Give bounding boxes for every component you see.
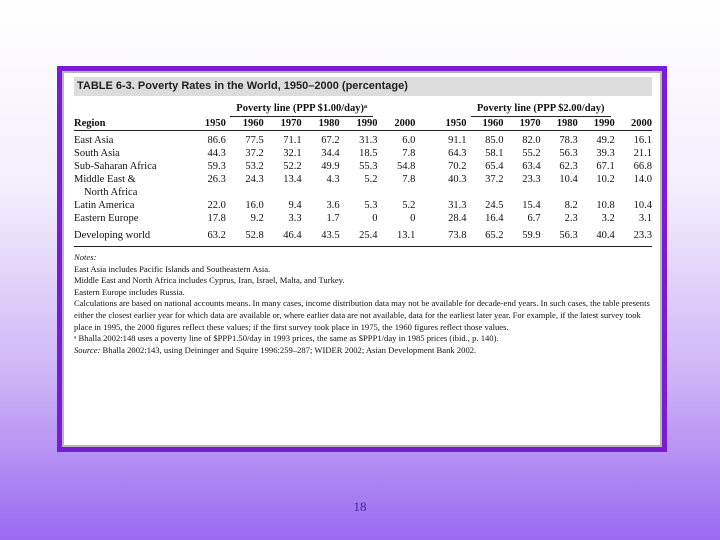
value-cell: 55.3 xyxy=(359,161,378,172)
value-cell: 58.1 xyxy=(485,148,504,159)
value-cell: 5.2 xyxy=(402,200,416,211)
value-cell: 49.9 xyxy=(321,161,340,172)
value-cell: 8.2 xyxy=(564,200,578,211)
year-header: 1960 xyxy=(226,117,264,131)
region-cell: Developing world xyxy=(74,225,188,247)
value-cell: 67.2 xyxy=(321,135,340,146)
region-cell: Middle East & xyxy=(74,174,136,185)
region-header: Region xyxy=(74,117,188,131)
value-cell: 13.1 xyxy=(377,225,415,247)
value-cell: 65.2 xyxy=(466,225,503,247)
year-header: 1990 xyxy=(340,117,378,131)
value-cell: 59.3 xyxy=(207,161,226,172)
value-cell: 59.9 xyxy=(504,225,541,247)
value-cell: 82.0 xyxy=(522,135,541,146)
year-header: 1990 xyxy=(578,117,615,131)
value-cell: 21.1 xyxy=(633,148,652,159)
value-cell: 15.4 xyxy=(522,200,541,211)
value-cell: 73.8 xyxy=(429,225,466,247)
year-header: 1960 xyxy=(466,117,503,131)
value-cell: 5.2 xyxy=(364,174,378,185)
value-cell: 13.4 xyxy=(283,174,302,185)
value-cell: 63.4 xyxy=(522,161,541,172)
slide-frame xyxy=(57,66,667,452)
value-cell: 3.1 xyxy=(638,213,652,224)
table-row xyxy=(74,147,652,160)
value-cell: 54.8 xyxy=(397,161,416,172)
value-cell: 0 xyxy=(410,213,416,224)
value-cell: 37.2 xyxy=(245,148,264,159)
value-cell: 14.0 xyxy=(633,174,652,185)
table-row-continuation xyxy=(74,186,652,199)
value-cell: 31.3 xyxy=(359,135,378,146)
year-header: 1980 xyxy=(302,117,340,131)
note-line: Eastern Europe includes Russia. xyxy=(74,286,185,297)
value-cell: 10.8 xyxy=(596,200,615,211)
year-header: 1970 xyxy=(264,117,302,131)
value-cell: 26.3 xyxy=(207,174,226,185)
region-cell: South Asia xyxy=(74,148,120,159)
region-cell: East Asia xyxy=(74,135,114,146)
value-cell: 70.2 xyxy=(448,161,467,172)
value-cell: 25.4 xyxy=(340,225,378,247)
notes xyxy=(74,252,652,356)
region-cell: Sub-Saharan Africa xyxy=(74,161,157,172)
value-cell: 71.1 xyxy=(283,135,302,146)
value-cell: 55.2 xyxy=(522,148,541,159)
value-cell: 85.0 xyxy=(485,135,504,146)
year-header: 2000 xyxy=(615,117,652,131)
value-cell: 49.2 xyxy=(596,135,615,146)
source-line xyxy=(74,345,652,357)
value-cell: 17.8 xyxy=(207,213,226,224)
year-header-row xyxy=(74,117,652,131)
value-cell: 40.3 xyxy=(448,174,467,185)
value-cell: 37.2 xyxy=(485,174,504,185)
value-cell: 7.8 xyxy=(402,174,416,185)
value-cell: 16.1 xyxy=(633,135,652,146)
value-cell: 24.3 xyxy=(245,174,264,185)
table-row xyxy=(74,199,652,212)
value-cell: 1.7 xyxy=(326,213,340,224)
table-body xyxy=(74,131,652,247)
year-header: 1950 xyxy=(188,117,226,131)
source-text: Bhalla 2002:143, using Deininger and Squire 1996:259–287; WIDER 2002; Asian Development Bank 2002. xyxy=(100,344,477,355)
value-cell: 6.7 xyxy=(527,213,541,224)
value-cell: 64.3 xyxy=(448,148,467,159)
value-cell: 28.4 xyxy=(448,213,467,224)
value-cell: 32.1 xyxy=(283,148,302,159)
value-cell: 9.2 xyxy=(250,213,264,224)
value-cell: 56.3 xyxy=(559,148,578,159)
group-header-1: Poverty line (PPP $1.00/day)ᵃ xyxy=(188,102,415,117)
table-row xyxy=(74,173,652,186)
value-cell: 53.2 xyxy=(245,161,264,172)
year-header: 2000 xyxy=(377,117,415,131)
value-cell: 7.8 xyxy=(402,148,416,159)
year-header: 1970 xyxy=(504,117,541,131)
year-header: 1950 xyxy=(429,117,466,131)
value-cell: 16.0 xyxy=(245,200,264,211)
notes-label: Notes: xyxy=(74,252,97,262)
note-line: ᵃ Bhalla 2002:148 uses a poverty line of $PPP1.50/day in 1993 prices, the same as $PPP1/day in 1985 prices (ibid., p. 140). xyxy=(74,333,499,344)
value-cell: 56.3 xyxy=(541,225,578,247)
value-cell: 16.4 xyxy=(485,213,504,224)
value-cell: 10.2 xyxy=(596,174,615,185)
value-cell: 46.4 xyxy=(264,225,302,247)
value-cell: 3.2 xyxy=(601,213,615,224)
note-line: East Asia includes Pacific Islands and Southeastern Asia. xyxy=(74,263,271,274)
value-cell: 31.3 xyxy=(448,200,467,211)
value-cell: 63.2 xyxy=(188,225,226,247)
value-cell: 9.4 xyxy=(288,200,302,211)
value-cell: 24.5 xyxy=(485,200,504,211)
value-cell: 34.4 xyxy=(321,148,340,159)
year-header: 1980 xyxy=(541,117,578,131)
value-cell: 2.3 xyxy=(564,213,578,224)
source-label: Source: xyxy=(74,344,101,355)
region-cell: North Africa xyxy=(84,187,138,198)
value-cell: 0 xyxy=(372,213,378,224)
value-cell: 40.4 xyxy=(578,225,615,247)
value-cell: 39.3 xyxy=(596,148,615,159)
table-row xyxy=(74,131,652,148)
value-cell: 23.3 xyxy=(615,225,652,247)
value-cell: 6.0 xyxy=(402,135,416,146)
value-cell: 52.2 xyxy=(283,161,302,172)
value-cell: 44.3 xyxy=(207,148,226,159)
value-cell: 23.3 xyxy=(522,174,541,185)
value-cell: 22.0 xyxy=(207,200,226,211)
region-cell: Latin America xyxy=(74,200,135,211)
value-cell: 52.8 xyxy=(226,225,264,247)
value-cell: 3.3 xyxy=(288,213,302,224)
value-cell: 77.5 xyxy=(245,135,264,146)
group-header-2: Poverty line (PPP $2.00/day) xyxy=(429,102,652,117)
value-cell: 3.6 xyxy=(326,200,340,211)
note-line: Calculations are based on national accounts means. In many cases, income distribution data may not be available for decade-end years. In such cases, the table presents either the closest earlier year for which data are available or, where earlier data are not available, data for the earliest later year. For example, if the latest survey took place in 1995, the 2000 figures reflect these values; if the first survey took place in 1975, the 1960 figures reflect those values. xyxy=(74,298,650,332)
value-cell: 62.3 xyxy=(559,161,578,172)
table-container xyxy=(62,71,662,447)
note-line: Middle East and North Africa includes Cyprus, Iran, Israel, Malta, and Turkey. xyxy=(74,275,345,286)
value-cell: 86.6 xyxy=(207,135,226,146)
group-header-row xyxy=(74,102,652,117)
value-cell: 91.1 xyxy=(448,135,467,146)
value-cell: 67.1 xyxy=(596,161,615,172)
value-cell: 66.8 xyxy=(633,161,652,172)
value-cell: 18.5 xyxy=(359,148,378,159)
table-title: TABLE 6-3. Poverty Rates in the World, 1950–2000 (percentage) xyxy=(74,77,652,96)
value-cell: 4.3 xyxy=(326,174,340,185)
value-cell: 43.5 xyxy=(302,225,340,247)
table-row xyxy=(74,225,652,247)
table-row xyxy=(74,212,652,225)
value-cell: 65.4 xyxy=(485,161,504,172)
value-cell: 78.3 xyxy=(559,135,578,146)
poverty-table xyxy=(74,102,652,247)
value-cell: 10.4 xyxy=(633,200,652,211)
table-row xyxy=(74,160,652,173)
page-number: 18 xyxy=(353,499,367,514)
region-cell: Eastern Europe xyxy=(74,213,139,224)
value-cell: 5.3 xyxy=(364,200,378,211)
value-cell: 10.4 xyxy=(559,174,578,185)
